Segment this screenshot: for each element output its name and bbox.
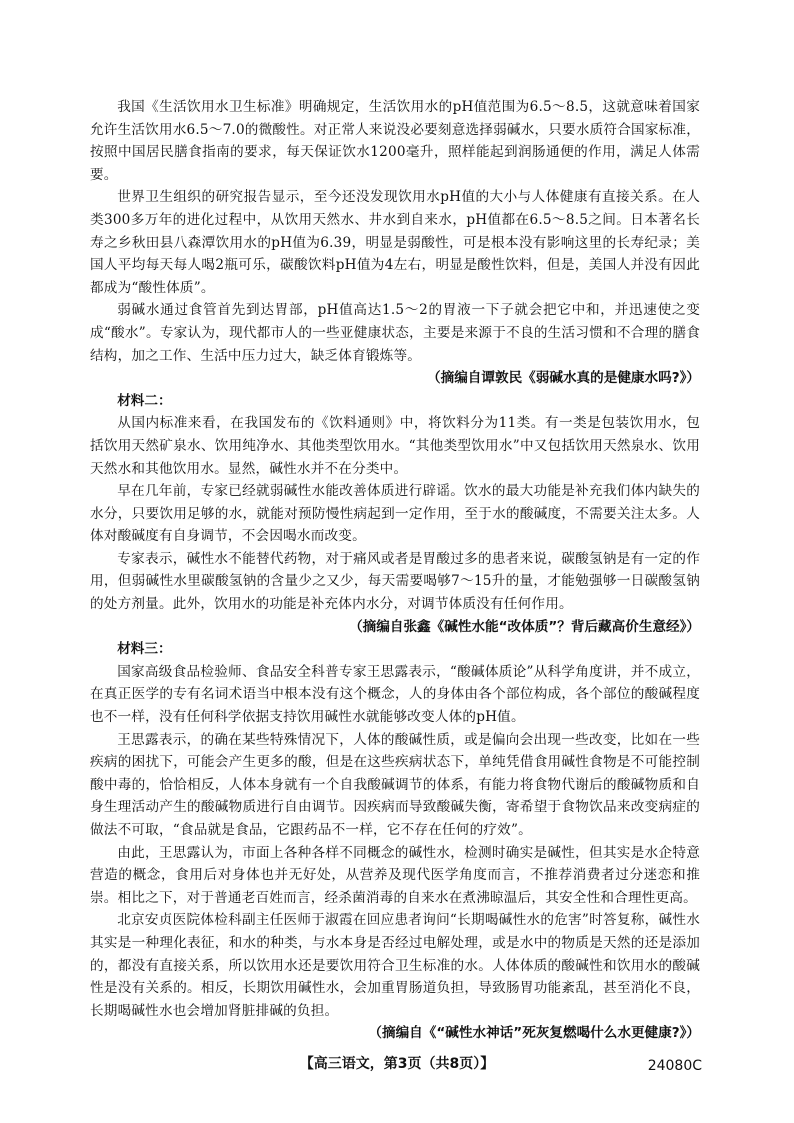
paragraph: 弱碱水通过食管首先到达胃部，pH值高达1.5～2的胃液一下子就会把它中和，并迅速使之变成“酸水”。专家认为，现代都市人的一些亚健康状态，主要是来源于不良的生活习惯和不合理的膳食结构，加之工作、生活中压力过大，缺乏体育锻炼等。 — [90, 302, 700, 364]
source-citation: （摘编自谭敦民《弱碱水真的是健康水吗?》） — [427, 370, 700, 387]
paragraph: 世界卫生组织的研究报告显示，至今还没发现饮用水pH值的大小与人体健康有直接关系。在人类300多万年的进化过程中，从饮用天然水、井水到自来水，pH值都在6.5～8.5之间。日本著名长寿之乡秋田县八森潭饮用水的pH值为6.39，明显是弱酸性，可是根本没有影响这里的长寿纪录；美国人平均每天每人喝2瓶可乐，碳酸饮料pH值为4左右，明显是酸性饮料，但是，美国人并没有因此都成为“酸性体质”。 — [90, 189, 700, 296]
paragraph: 早在几年前，专家已经就弱碱性水能改善体质进行辟谣。饮水的最大功能是补充我们体内缺失的水分，只要饮用足够的水，就能对预防慢性病起到一定作用，至于水的酸碱度，不需要关注太多。人体对酸碱度有自身调节，不会因喝水而改变。 — [90, 483, 700, 545]
section-heading: 材料二： — [117, 392, 172, 409]
paragraph: 从国内标准来看，在我国发布的《饮料通则》中，将饮料分为11类。有一类是包装饮用水，包括饮用天然矿泉水、饮用纯净水、其他类型饮用水。“其他类型饮用水”中又包括饮用天然泉水、饮用天然水和其他饮用水。显然，碱性水并不在分类中。 — [90, 415, 700, 477]
exam-code: 24080C — [647, 1058, 702, 1074]
document-body — [90, 96, 700, 1045]
paragraph: 由此，王思露认为，市面上各种各样不同概念的碱性水，检测时确实是碱性，但其实是水企特意营造的概念，食用后对身体也并无好处，从营养及现代医学角度而言，不推荐消费者过分迷恋和推崇。相比之下，对于普通老百姓而言，经杀菌消毒的自来水在煮沸晾温后，其安全性和合理性更高。 — [90, 844, 700, 906]
source-citation: （摘编自张鑫《碱性水能“改体质”？背后藏高价生意经》） — [349, 618, 700, 635]
paragraph: 我国《生活饮用水卫生标准》明确规定，生活饮用水的pH值范围为6.5～8.5，这就意味着国家允许生活饮用水6.5～7.0的微酸性。对正常人来说没必要刻意选择弱碱水，只要水质符合国家标准，按照中国居民膳食指南的要求，每天保证饮水1200毫升，照样能起到润肠通便的作用，满足人体需要。 — [90, 99, 700, 183]
paragraph: 专家表示，碱性水不能替代药物，对于痛风或者是胃酸过多的患者来说，碳酸氢钠是有一定的作用，但弱碱性水里碳酸氢钠的含量少之又少，每天需要喝够7～15升的量，才能勉强够一日碳酸氢钠的处方剂量。此外，饮用水的功能是补充体内水分，对调节体质没有任何作用。 — [90, 550, 700, 613]
paragraph: 北京安贞医院体检科副主任医师于淑霞在回应患者询问“长期喝碱性水的危害”时答复称，碱性水其实是一种理化表征，和水的种类，与水本身是否经过电解处理，或是水中的物质是天然的还是添加的，都没有直接关系，所以饮用水还是要饮用符合卫生标准的水。人体体质的酸碱性和饮用水的酸碱性是没有关系的。相反，长期饮用碱性水，会加重胃肠道负担，导致肠胃功能紊乱，甚至消化不良，长期喝碱性水也会增加肾脏排碱的负担。 — [90, 912, 700, 1019]
page-number-label: 【高三语文，第3页（共8页）】 — [299, 1056, 495, 1072]
section-heading: 材料三： — [117, 641, 172, 658]
paragraph: 国家高级食品检验师、食品安全科普专家王思露表示，“酸碱体质论”从科学角度讲，并不成立，在真正医学的专有名词术语当中根本没有这个概念，人的身体由各个部位构成，各个部位的酸碱程度也不一样，没有任何科学依据支持饮用碱性水就能够改变人体的pH值。 — [90, 663, 700, 726]
source-citation: （摘编自《“碱性水神话”死灰复燃喝什么水更健康?》） — [368, 1025, 700, 1042]
page-footer — [0, 1052, 794, 1076]
paragraph: 王思露表示，的确在某些特殊情况下，人体的酸碱性质，或是偏向会出现一些改变，比如在一些疾病的困扰下，可能会产生更多的酸，但是在这些疾病状态下，单纯凭借食用碱性食物是不可能控制酸中毒的，恰恰相反，人体本身就有一个自我酸碱调节的体系，有能力将食物代谢后的酸碱物质和自身生理活动产生的酸碱物质进行自由调节。因疾病而导致酸碱失衡，寄希望于食物饮品来改变病症的做法不可取，“食品就是食品，它跟药品不一样，它不存在任何的疗效”。 — [90, 731, 700, 838]
